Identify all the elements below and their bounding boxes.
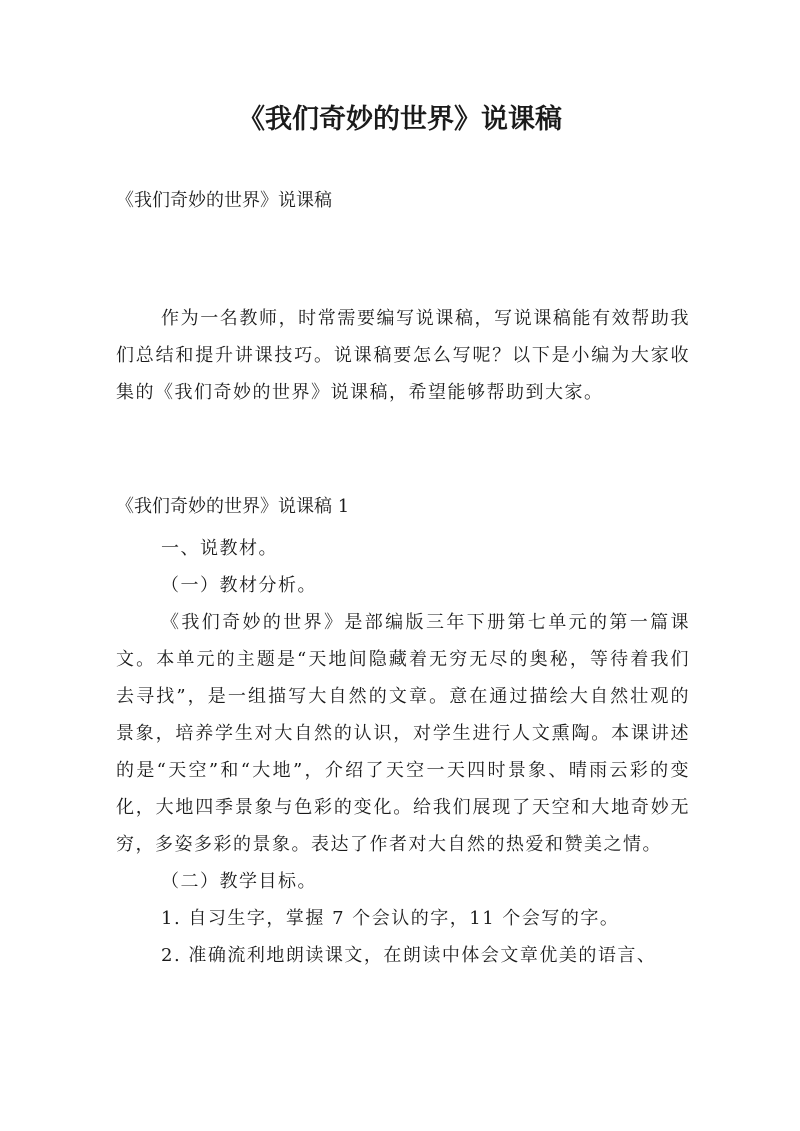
heading-level-2: （一）教材分析。: [161, 575, 317, 596]
section-title: 《我们奇妙的世界》说课稿 1: [116, 496, 350, 517]
list-item: 1. 自习生字，掌握 7 个会认的字，11 个会写的字。: [161, 908, 620, 929]
section-content: [116, 530, 690, 974]
heading-level-2: （二）教学目标。: [161, 871, 317, 892]
list-item: 2. 准确流利地朗读课文，在朗读中体会文章优美的语言、: [161, 945, 657, 966]
document-subtitle: 《我们奇妙的世界》说课稿: [116, 190, 332, 211]
heading-level-1: 一、说教材。: [161, 538, 278, 559]
intro-paragraph: 作为一名教师，时常需要编写说课稿，写说课稿能有效帮助我们总结和提升讲课技巧。说课稿要怎么写呢？以下是小编为大家收集的《我们奇妙的世界》说课稿，希望能够帮助到大家。: [116, 308, 690, 403]
body-paragraph: 《我们奇妙的世界》是部编版三年下册第七单元的第一篇课文。本单元的主题是“天地间隐藏着无穷无尽的奥秘，等待着我们去寻找”，是一组描写大自然的文章。意在通过描绘大自然壮观的景象，培养学生对大自然的认识，对学生进行人文熏陶。本课讲述的是“天空”和“大地”，介绍了天空一天四时景象、晴雨云彩的变化，大地四季景象与色彩的变化。给我们展现了天空和大地奇妙无穷，多姿多彩的景象。表达了作者对大自然的热爱和赞美之情。: [116, 612, 690, 855]
document-title: 《我们奇妙的世界》说课稿: [238, 104, 562, 135]
